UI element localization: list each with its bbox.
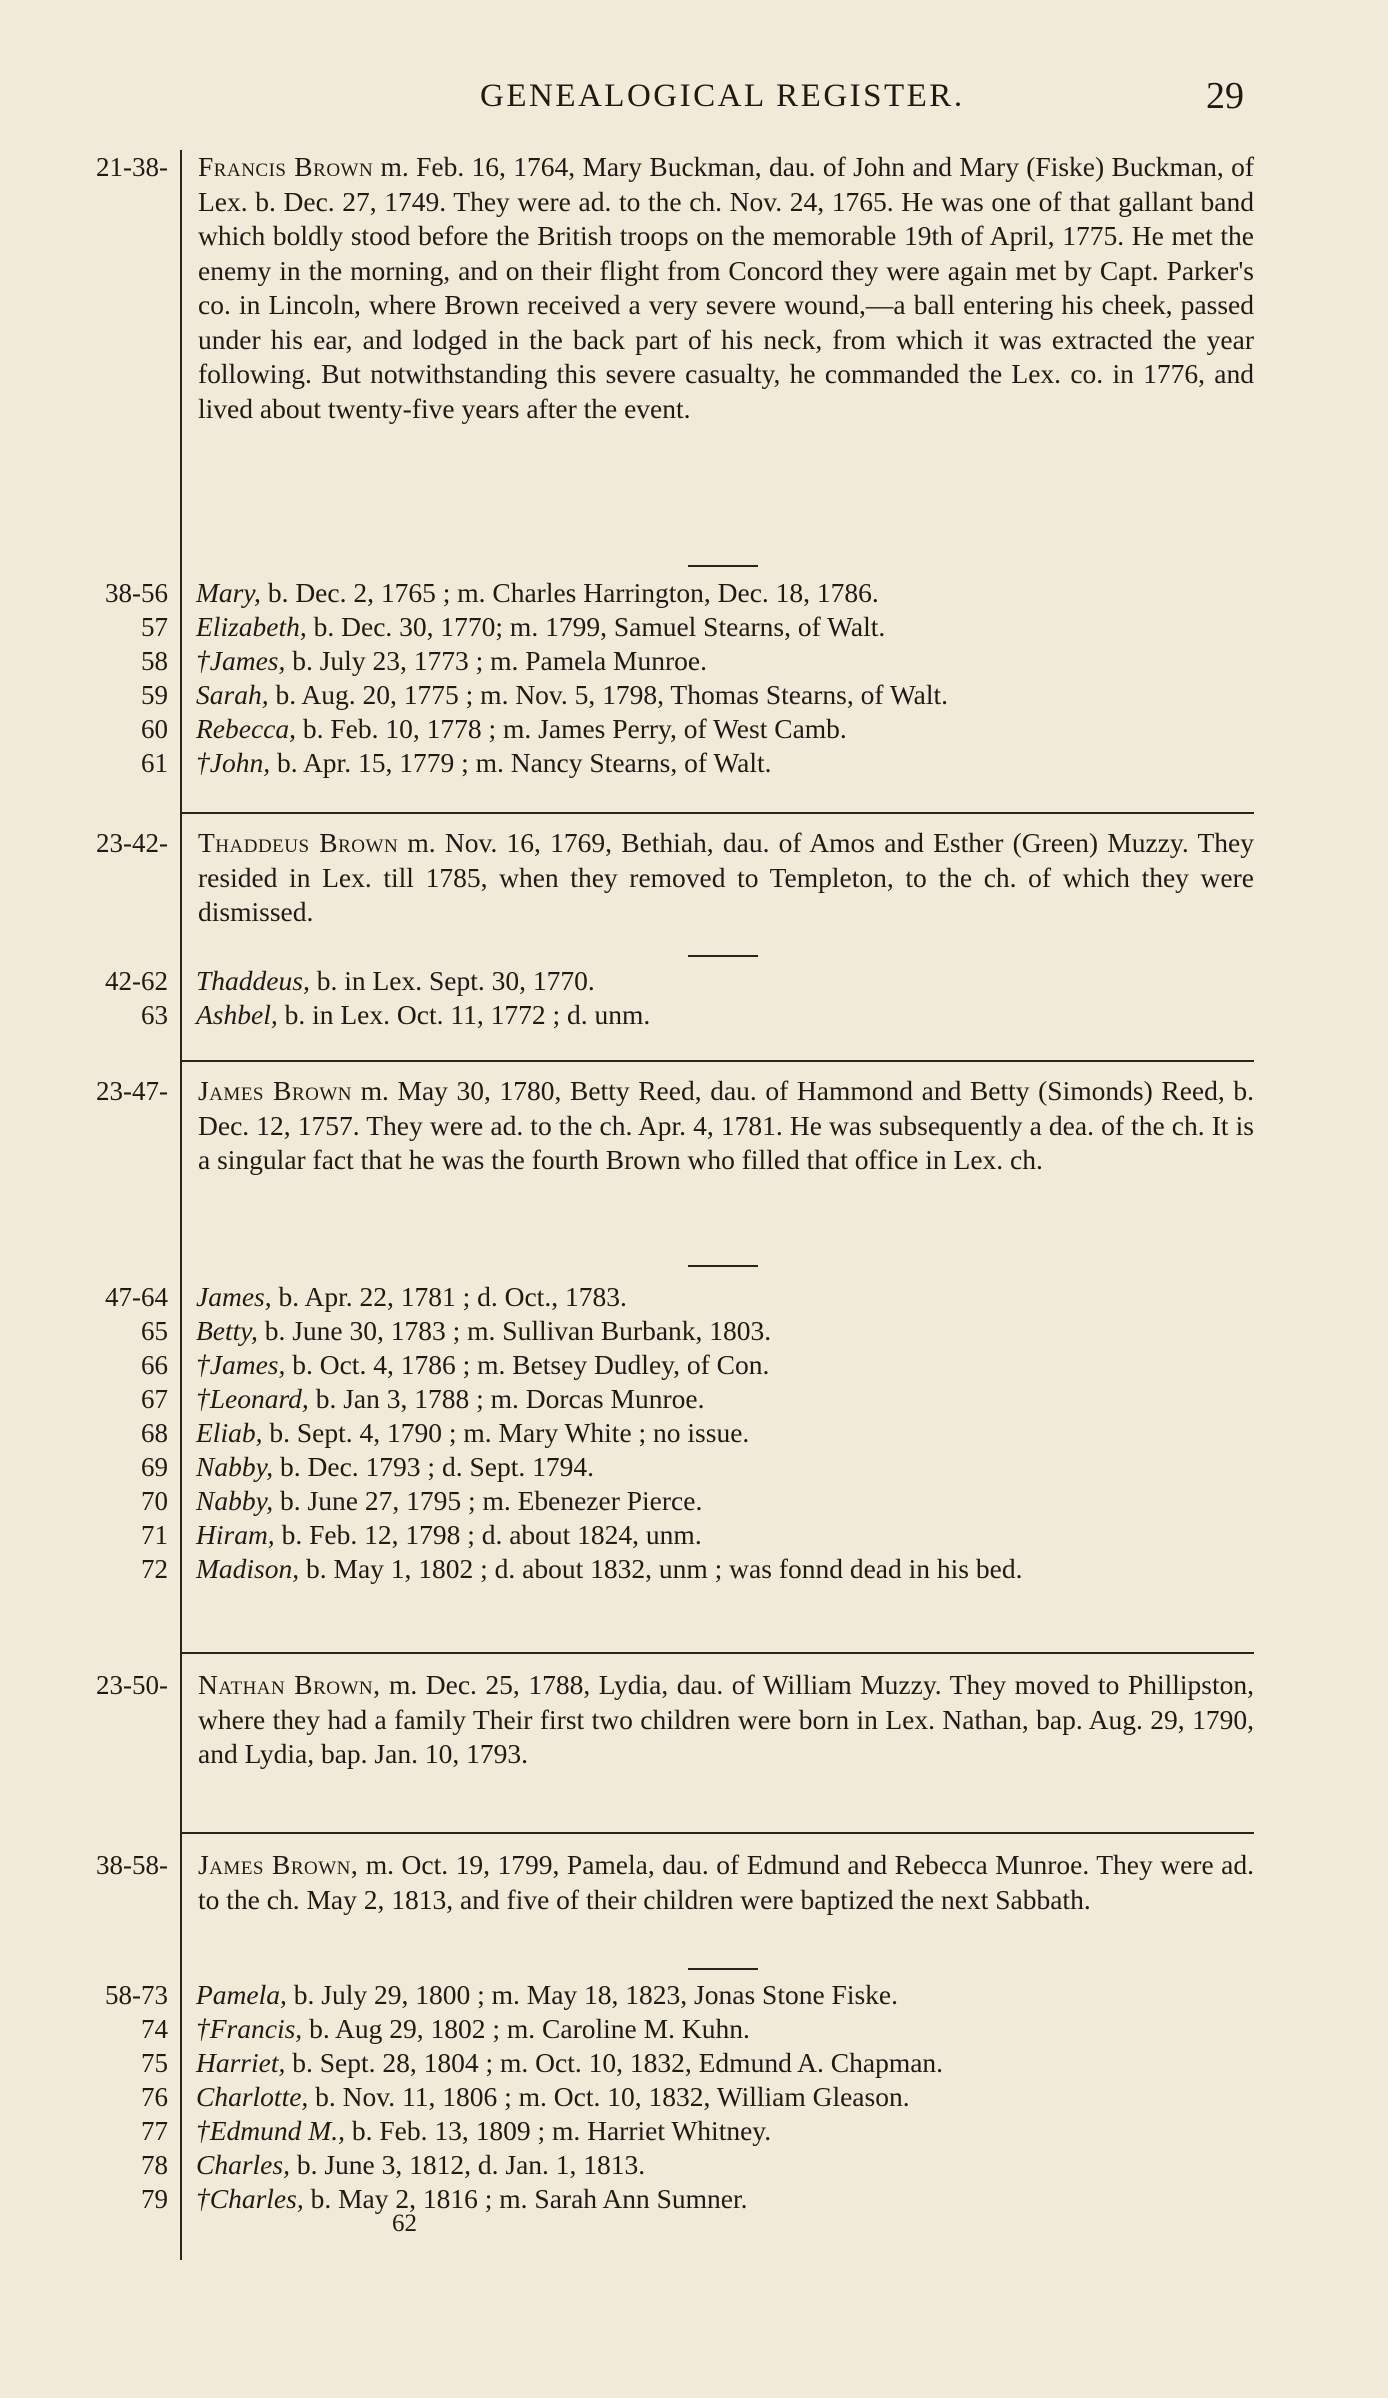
child-number: 78 [141, 2150, 168, 2180]
entry-paragraph [198, 1668, 1254, 1772]
entry-divider [182, 1832, 1254, 1834]
child-details: b. July 29, 1800 ; m. May 18, 1823, Jonas Stone Fiske. [286, 1979, 899, 2010]
child-entry [196, 1314, 1256, 1348]
child-entry [196, 2046, 1256, 2080]
entry-divider [182, 1652, 1254, 1654]
child-name: Hiram, [196, 1519, 275, 1550]
child-details: b. June 27, 1795 ; m. Ebenezer Pierce. [273, 1485, 703, 1516]
child-name: †James, [196, 645, 286, 676]
entry-paragraph [198, 1074, 1254, 1178]
child-entry [196, 2114, 1256, 2148]
child-entry [196, 1484, 1256, 1518]
child-number: 69 [141, 1452, 168, 1482]
child-name: Charlotte, [196, 2081, 309, 2112]
child-entry [196, 1416, 1256, 1450]
child-entry [196, 712, 1256, 746]
child-entry [196, 2182, 1256, 2216]
entry-head-name: James Brown [198, 1075, 352, 1106]
child-entry [196, 610, 1256, 644]
child-details: b. Dec. 30, 1770; m. 1799, Samuel Stearns, of Walt. [306, 611, 886, 642]
child-number: 47-64 [105, 1282, 168, 1312]
entry-text: m. Dec. 25, 1788, Lydia, dau. of William Muzzy. They moved to Phillipston, where they had a family Their first two children were born in Lex. Nathan, bap. Aug. 29, 1790, and Lydia, bap. Jan. 10, 1793. [198, 1669, 1254, 1769]
child-details: b. Jan 3, 1788 ; m. Dorcas Munroe. [308, 1383, 705, 1414]
child-number: 59 [141, 680, 168, 710]
entry-text: m. Nov. 16, 1769, Bethiah, dau. of Amos and Esther (Green) Muzzy. They resided in Lex. till 1785, when they removed to Templeton, to the ch. of which they were dismissed. [198, 827, 1254, 927]
child-name: Nabby, [196, 1451, 274, 1482]
entry-paragraph [198, 1848, 1254, 1917]
child-number: 61 [141, 748, 168, 778]
child-name: Ashbel, [196, 999, 278, 1030]
child-name: Thaddeus, [196, 965, 310, 996]
child-entry [196, 746, 1256, 780]
entry-ref: 38-58- [96, 1850, 168, 1880]
entry-paragraph [198, 826, 1254, 930]
child-entry [196, 644, 1256, 678]
child-number: 67 [141, 1384, 168, 1414]
entry-text: m. Oct. 19, 1799, Pamela, dau. of Edmund and Rebecca Munroe. They were ad. to the ch. May 2, 1813, and five of their children were baptized the next Sabbath. [198, 1849, 1254, 1915]
entry-divider [182, 812, 1254, 814]
child-name: Elizabeth, [196, 611, 307, 642]
child-entry [196, 576, 1256, 610]
child-entry [196, 1382, 1256, 1416]
child-name: James, [196, 1281, 272, 1312]
child-name: †James, [196, 1349, 286, 1380]
page-number: 29 [1206, 75, 1244, 117]
child-name: Sarah, [196, 679, 269, 710]
child-details: b. May 1, 1802 ; d. about 1832, unm ; was fonnd dead in his bed. [299, 1553, 1023, 1584]
entry-divider [182, 1060, 1254, 1062]
entry-paragraph [198, 150, 1254, 426]
entry-text: m. May 30, 1780, Betty Reed, dau. of Hammond and Betty (Simonds) Reed, b. Dec. 12, 1757. They were ad. to the ch. Apr. 4, 1781. He was subsequently a dea. of the ch. It is a singular fact that he was the fourth Brown who filled that office in Lex. ch. [198, 1075, 1254, 1175]
child-number: 76 [141, 2082, 168, 2112]
child-details: b. June 3, 1812, d. Jan. 1, 1813. [289, 2149, 646, 2180]
child-name: Betty, [196, 1315, 258, 1346]
child-entry [196, 1280, 1256, 1314]
column-rule [180, 150, 182, 2260]
child-entry [196, 678, 1256, 712]
child-name: †John, [196, 747, 271, 778]
entry-ref: 21-38- [96, 152, 168, 182]
child-entry [196, 1978, 1256, 2012]
child-details: b. Dec. 1793 ; d. Sept. 1794. [273, 1451, 594, 1482]
entry-head-name: Nathan Brown, [198, 1669, 381, 1700]
child-number: 72 [141, 1554, 168, 1584]
child-name: †Francis, [196, 2013, 303, 2044]
child-number: 71 [141, 1520, 168, 1550]
child-details: b. July 23, 1773 ; m. Pamela Munroe. [285, 645, 707, 676]
child-name: Nabby, [196, 1485, 274, 1516]
child-details: b. May 2, 1816 ; m. Sarah Ann Sumner. [303, 2183, 748, 2214]
child-number: 75 [141, 2048, 168, 2078]
entry-ref: 23-47- [96, 1076, 168, 1106]
running-title: GENEALOGICAL REGISTER. [480, 78, 965, 114]
child-details: b. in Lex. Sept. 30, 1770. [309, 965, 595, 996]
child-entry [196, 1450, 1256, 1484]
child-name: Charles, [196, 2149, 290, 2180]
child-entry [196, 998, 1256, 1032]
child-details: b. Sept. 4, 1790 ; m. Mary White ; no issue. [262, 1417, 750, 1448]
child-number: 70 [141, 1486, 168, 1516]
section-divider [688, 565, 758, 567]
child-entry [196, 964, 1256, 998]
child-details: b. Dec. 2, 1765 ; m. Charles Harrington, Dec. 18, 1786. [260, 577, 879, 608]
child-number: 38-56 [105, 578, 168, 608]
child-number: 79 [141, 2184, 168, 2214]
entry-head-name: James Brown, [198, 1849, 359, 1880]
child-number: 77 [141, 2116, 168, 2146]
entry-text: m. Feb. 16, 1764, Mary Buckman, dau. of John and Mary (Fiske) Buckman, of Lex. b. Dec. 27, 1749. They were ad. to the ch. Nov. 24, 1765. He was one of that gallant band which boldly stood before the British troops on the memorable 19th of April, 1775. He met the enemy in the morning, and on their flight from Concord they were again met by Capt. Parker's co. in Lincoln, where Brown received a very severe wound,—a ball entering his cheek, passed under his ear, and lodged in the back part of his neck, from which it was extracted the year following. But notwithstanding this severe casualty, he commanded the Lex. co. in 1776, and lived about twenty-five years after the event. [198, 151, 1254, 424]
child-name: Eliab, [196, 1417, 263, 1448]
section-divider [688, 1265, 758, 1267]
child-name: Mary, [196, 577, 261, 608]
child-name: †Edmund M., [196, 2115, 345, 2146]
child-details: b. Feb. 12, 1798 ; d. about 1824, unm. [274, 1519, 702, 1550]
child-details: b. Feb. 10, 1778 ; m. James Perry, of West Camb. [296, 713, 847, 744]
child-number: 68 [141, 1418, 168, 1448]
child-entry [196, 2080, 1256, 2114]
child-details: b. Apr. 22, 1781 ; d. Oct., 1783. [271, 1281, 627, 1312]
entry-head-name: Thaddeus Brown [198, 827, 399, 858]
child-details: b. Aug 29, 1802 ; m. Caroline M. Kuhn. [302, 2013, 750, 2044]
section-divider [688, 955, 758, 957]
entry-head-name: Francis Brown [198, 151, 374, 182]
child-details: b. Sept. 28, 1804 ; m. Oct. 10, 1832, Edmund A. Chapman. [285, 2047, 944, 2078]
child-name: Rebecca, [196, 713, 296, 744]
entry-ref: 23-50- [96, 1670, 168, 1700]
child-number: 57 [141, 612, 168, 642]
section-divider [688, 1968, 758, 1970]
child-name: Madison, [196, 1553, 300, 1584]
child-number: 58 [141, 646, 168, 676]
child-number: 65 [141, 1316, 168, 1346]
child-number: 58-73 [105, 1980, 168, 2010]
child-details: b. Feb. 13, 1809 ; m. Harriet Whitney. [344, 2115, 772, 2146]
child-details: b. Oct. 4, 1786 ; m. Betsey Dudley, of Con. [285, 1349, 770, 1380]
child-details: b. June 30, 1783 ; m. Sullivan Burbank, 1803. [257, 1315, 772, 1346]
child-name: †Leonard, [196, 1383, 309, 1414]
child-entry [196, 1348, 1256, 1382]
child-number: 60 [141, 714, 168, 744]
child-number: 63 [141, 1000, 168, 1030]
signature-mark: 62 [392, 2210, 417, 2237]
child-name: †Charles, [196, 2183, 304, 2214]
child-entry [196, 2012, 1256, 2046]
child-details: b. Nov. 11, 1806 ; m. Oct. 10, 1832, William Gleason. [308, 2081, 910, 2112]
child-number: 66 [141, 1350, 168, 1380]
child-details: b. in Lex. Oct. 11, 1772 ; d. unm. [277, 999, 651, 1030]
child-number: 42-62 [105, 966, 168, 996]
page-header [0, 70, 1388, 120]
entry-ref: 23-42- [96, 828, 168, 858]
child-entry [196, 1552, 1256, 1586]
child-name: Harriet, [196, 2047, 286, 2078]
child-details: b. Apr. 15, 1779 ; m. Nancy Stearns, of Walt. [270, 747, 772, 778]
child-details: b. Aug. 20, 1775 ; m. Nov. 5, 1798, Thomas Stearns, of Walt. [268, 679, 948, 710]
child-number: 74 [141, 2014, 168, 2044]
child-entry [196, 1518, 1256, 1552]
child-name: Pamela, [196, 1979, 287, 2010]
child-entry [196, 2148, 1256, 2182]
